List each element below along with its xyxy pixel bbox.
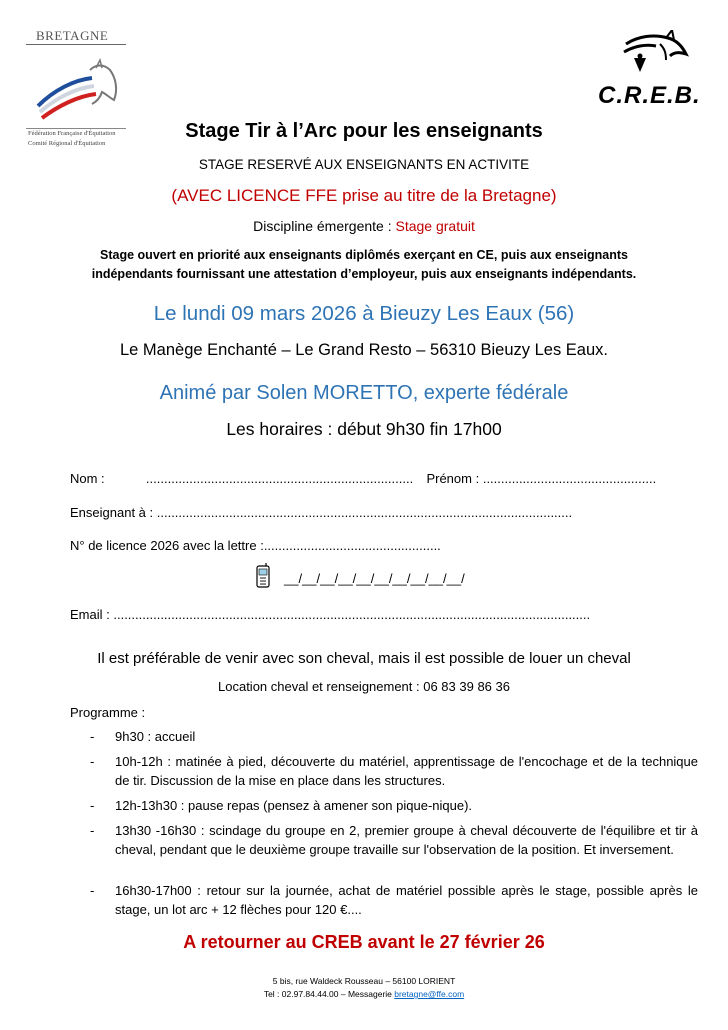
programme-item xyxy=(70,822,698,859)
nom-label: Nom : xyxy=(70,471,105,486)
list-dash: - xyxy=(90,823,95,838)
creb-logo xyxy=(590,30,714,114)
license-note xyxy=(0,186,728,206)
list-dash: - xyxy=(90,729,95,744)
list-dash: - xyxy=(90,754,95,769)
discipline-line xyxy=(0,218,728,234)
programme-item-text: 16h30-17h00 : retour sur la journée, achat de matériel possible après le stage, possible après le stage, un lot arc + 12 flèches pour 120 €.... xyxy=(115,883,698,917)
programme-item xyxy=(70,882,698,919)
prenom-label: Prénom : xyxy=(426,471,480,486)
programme-label: Programme : xyxy=(70,705,146,720)
list-dash: - xyxy=(90,798,95,813)
enseignant-field[interactable]: ................................................................................................................... xyxy=(156,505,573,520)
footer-email-link[interactable]: bretagne@ffe.com xyxy=(394,989,465,999)
mobile-phone-icon xyxy=(254,563,272,589)
logo-org-line2: Comité Régional d'Équitation xyxy=(28,140,106,147)
horse-head-logo-icon xyxy=(30,50,122,126)
form-row-licence xyxy=(70,538,441,553)
discipline-label: Discipline émergente : xyxy=(253,218,396,234)
programme-item-text: 13h30 -16h30 : scindage du groupe en 2, premier groupe à cheval découverte de l'équilibre et tir à cheval, pendant que le deuxième groupe travaille sur l'observation de la position. Et inversement. xyxy=(115,823,698,857)
form-row-enseignant xyxy=(70,505,572,520)
document-subtitle: STAGE RESERVÉ AUX ENSEIGNANTS EN ACTIVITE xyxy=(198,157,530,172)
programme-item-text: 12h-13h30 : pause repas (pensez à amener son pique-nique). xyxy=(115,798,473,813)
form-row-email xyxy=(70,607,590,622)
document-title: Stage Tir à l’Arc pour les enseignants xyxy=(185,120,543,142)
return-deadline: A retourner au CREB avant le 27 février 26 xyxy=(183,932,545,952)
footer-contact xyxy=(0,989,728,999)
email-field[interactable]: .................................................................................................................................... xyxy=(113,607,591,622)
horse-preference-note: Il est préférable de venir avec son cheval, mais il est possible de louer un cheval xyxy=(97,650,631,667)
phone-field[interactable]: __/__/__/__/__/__/__/__/__/__/ xyxy=(284,571,465,586)
list-dash: - xyxy=(90,883,95,898)
nom-field[interactable]: .......................................................................... xyxy=(145,471,414,486)
horse-rental-contact: Location cheval et renseignement : 06 83 39 86 36 xyxy=(218,679,510,694)
logo-divider xyxy=(26,44,126,45)
priority-paragraph xyxy=(0,246,728,284)
programme-item-text: 10h-12h : matinée à pied, découverte du matériel, apprentissage de l'encochage et de la technique de tir. Discussion de la mise en place dans les structures. xyxy=(115,754,698,788)
discipline-value: Stage gratuit xyxy=(395,218,475,234)
licence-field[interactable]: ................................................. xyxy=(263,538,441,553)
programme-item xyxy=(70,797,698,816)
programme-item-text: 9h30 : accueil xyxy=(115,729,196,744)
event-place: Le Manège Enchanté – Le Grand Resto – 56310 Bieuzy Les Eaux. xyxy=(120,341,608,359)
programme-item xyxy=(70,753,698,790)
footer-address: 5 bis, rue Waldeck Rousseau – 56100 LORIENT xyxy=(272,976,456,986)
prenom-field[interactable]: ................................................ xyxy=(482,471,657,486)
enseignant-label: Enseignant à : xyxy=(70,505,154,520)
programme-item xyxy=(70,728,698,747)
form-row-name xyxy=(70,471,656,486)
creb-logo-text: C.R.E.B. xyxy=(598,82,701,109)
licence-label: N° de licence 2026 avec la lettre : xyxy=(70,538,264,553)
logo-org-line1: Fédération Française d'Équitation xyxy=(28,130,116,137)
event-hours: Les horaires : début 9h30 fin 17h00 xyxy=(226,419,502,439)
event-date: Le lundi 09 mars 2026 à Bieuzy Les Eaux (56) xyxy=(153,302,575,325)
event-animator: Animé par Solen MORETTO, experte fédérale xyxy=(159,382,569,404)
license-note-text: AVEC LICENCE FFE prise au titre de la Bretagne) xyxy=(177,186,557,205)
horse-ermine-logo-icon xyxy=(620,30,692,78)
email-label: Email : xyxy=(70,607,110,622)
ffe-bretagne-logo xyxy=(26,28,126,147)
footer-contact-prefix: Tel : 02.97.84.44.00 – Messagerie xyxy=(263,989,395,999)
license-open-paren: ( xyxy=(171,186,178,205)
priority-line-2: indépendants fournissant une attestation d’employeur, puis aux enseignants indépendants. xyxy=(91,267,637,281)
priority-line-1: Stage ouvert en priorité aux enseignants diplômés exerçant en CE, puis aux enseignants xyxy=(100,248,628,262)
logo-region-text: BRETAGNE xyxy=(36,28,109,43)
